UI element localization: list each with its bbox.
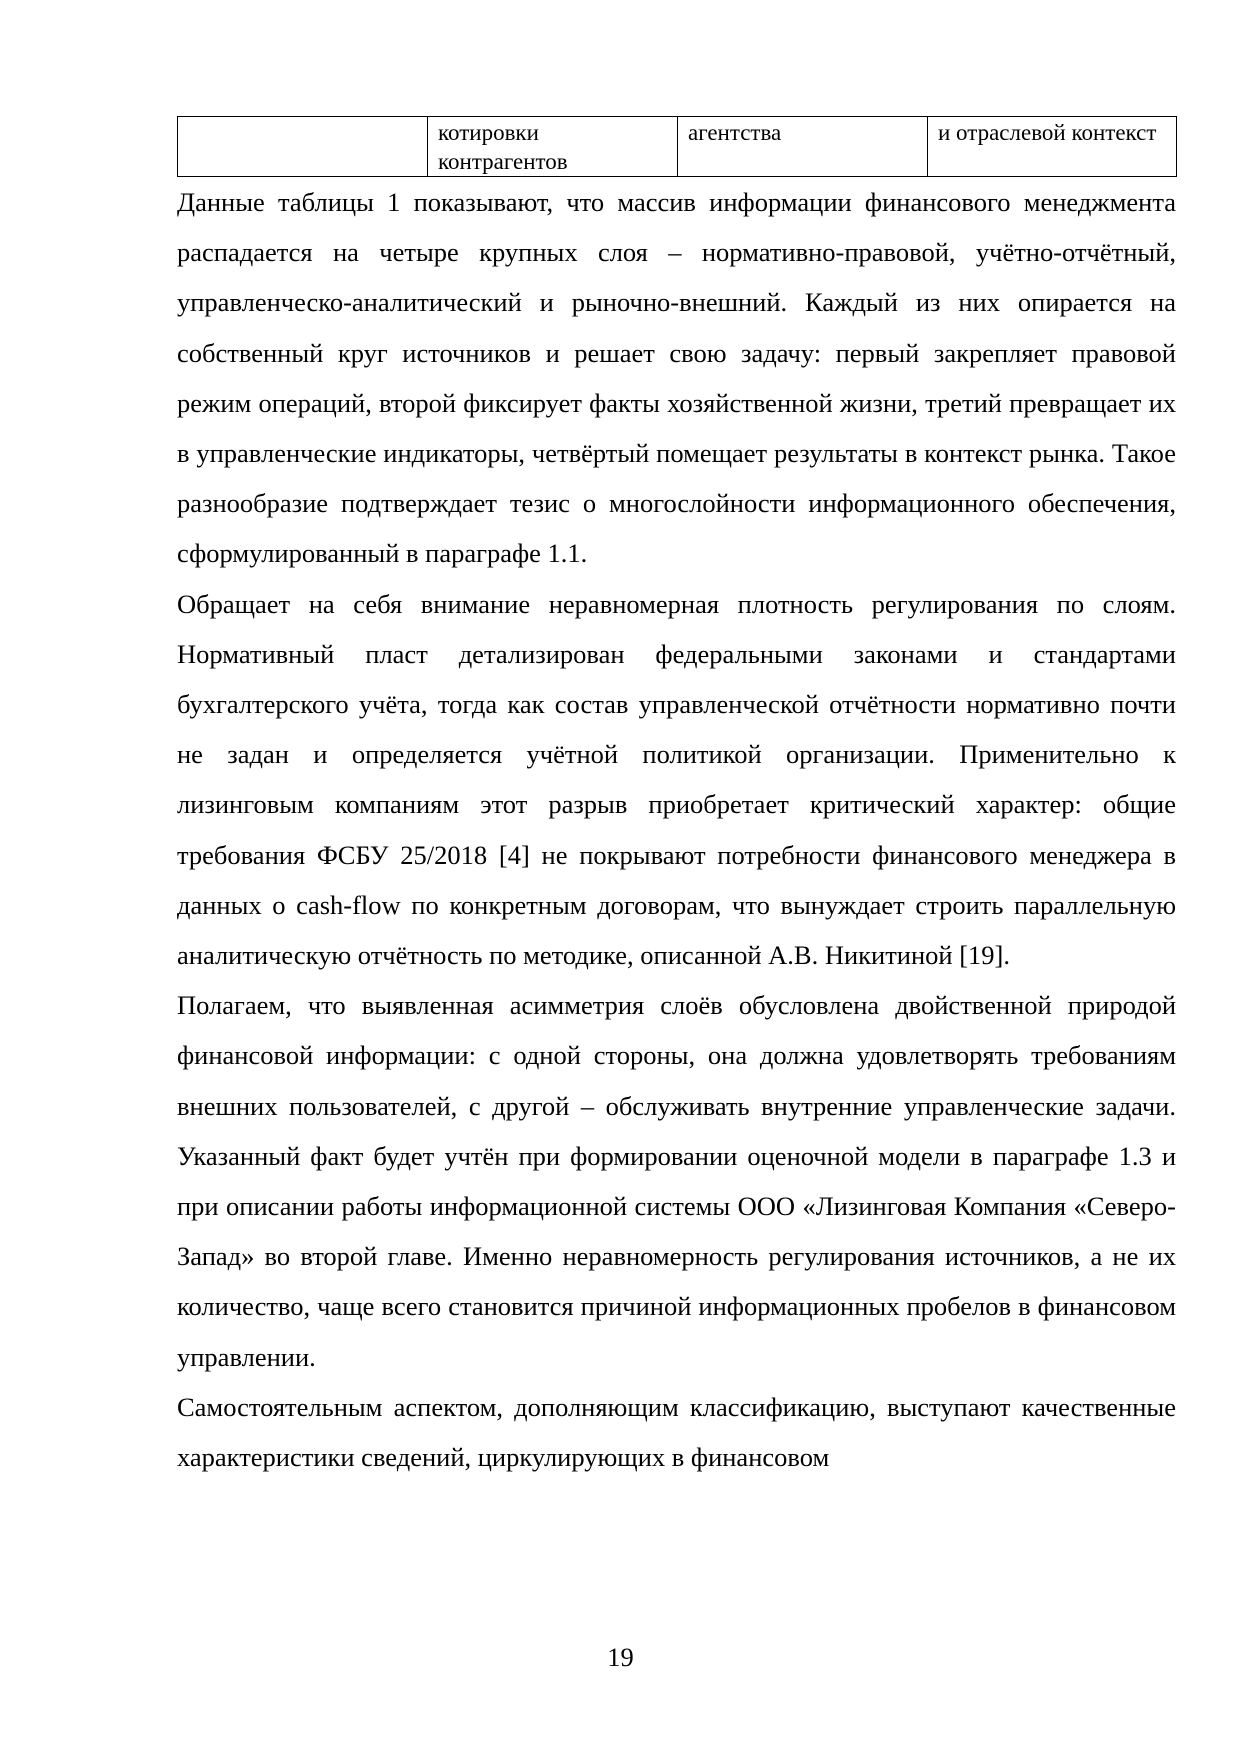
- paragraph: Самостоятельным аспектом, дополняющим классификацию, выступают качественные характеристики сведений, циркулирующих в финансовом: [177, 1391, 1176, 1473]
- table-cell: агентства: [678, 117, 928, 177]
- table-continuation: [177, 116, 1177, 177]
- table-row: [178, 117, 1177, 177]
- paragraph: Полагаем, что выявленная асимметрия слоёв обусловлена двойственной природой финансовой информации: с одной стороны, она должна удовлетворять требованиям внешних пользователей, с другой – обслуживать внутренние управленческие задачи. Указанный факт будет учтён при формировании оценочной модели в параграфе 1.3 и при описании работы информационной системы ООО «Лизинговая Компания «Северо-Запад» во второй главе. Именно неравномерность регулирования источников, а не их количество, чаще всего становится причиной информационных пробелов в финансовом управлении.: [177, 990, 1176, 1372]
- paragraph: Данные таблицы 1 показывают, что массив информации финансового менеджмента распадается на четыре крупных слоя – нормативно-правовой, учётно-отчётный, управленческо-аналитический и рыночно-внешний. Каждый из них опирается на собственный круг источников и решает свою задачу: первый закрепляет правовой режим операций, второй фиксирует факты хозяйственной жизни, третий превращает их в управленческие индикаторы, четвёртый помещает результаты в контекст рынка. Такое разнообразие подтверждает тезис о многослойности информационного обеспечения, сформулированный в параграфе 1.1.: [177, 187, 1176, 569]
- table-cell: и отраслевой контекст: [928, 117, 1177, 177]
- table-cell: котировки контрагентов: [428, 117, 678, 177]
- paragraph: Обращает на себя внимание неравномерная плотность регулирования по слоям. Нормативный пласт детализирован федеральными законами и стандартами бухгалтерского учёта, тогда как состав управленческой отчётности нормативно почти не задан и определяется учётной политикой организации. Применительно к лизинговым компаниям этот разрыв приобретает критический характер: общие требования ФСБУ 25/2018 [4] не покрывают потребности финансового менеджера в данных о cash-flow по конкретным договорам, что вынуждает строить параллельную аналитическую отчётность по методике, описанной А.В. Никитиной [19].: [177, 588, 1176, 971]
- table-cell: [178, 117, 428, 177]
- page-content: [177, 116, 1176, 1482]
- page-number: 19: [607, 1642, 634, 1672]
